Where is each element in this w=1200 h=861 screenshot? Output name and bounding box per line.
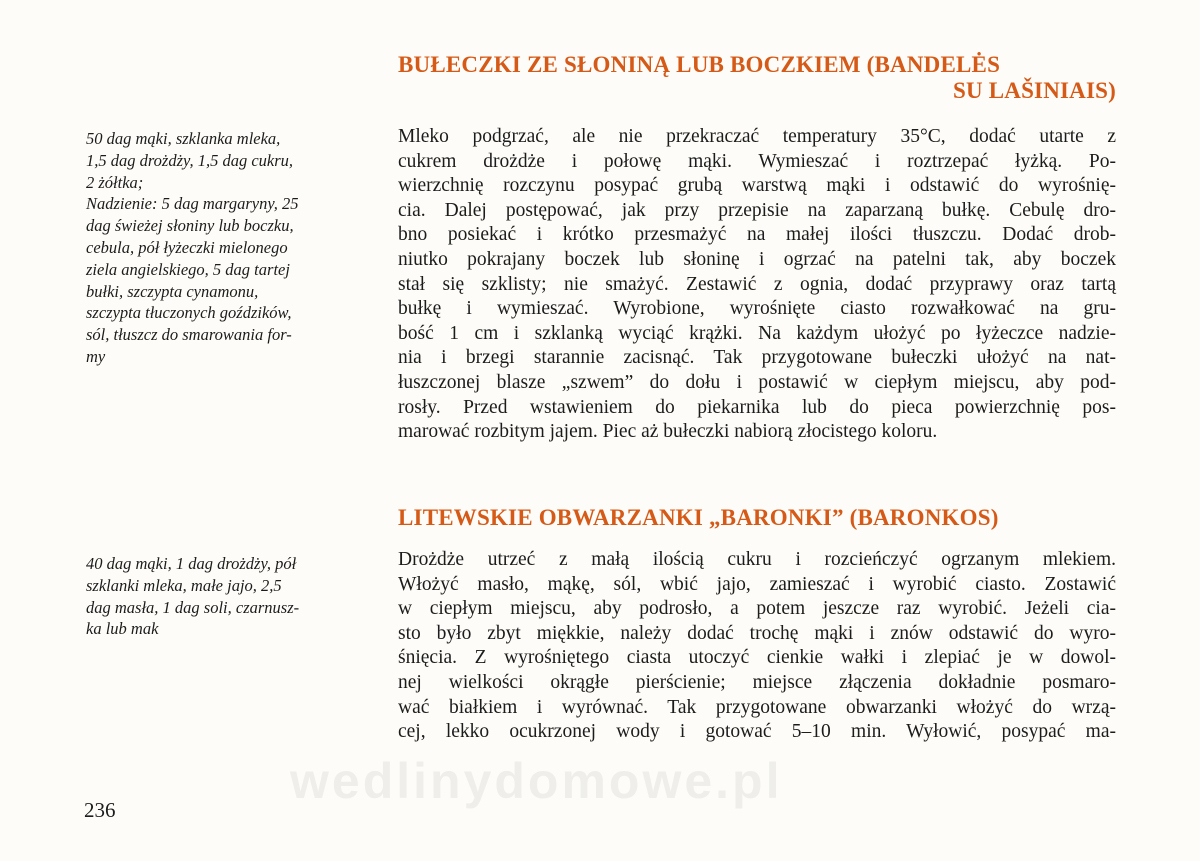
watermark: wedlinydomowe.pl — [290, 753, 783, 809]
ingredients-line: ziela angielskiego, 5 dag tartej — [86, 259, 290, 279]
method-line: Mleko podgrzać, ale nie przekraczać temperatury 35°C, dodać utarte z — [398, 126, 1116, 147]
method-line: bno posiekać i krótko przesmażyć na małej ilości tłuszczu. Dodać drob- — [398, 224, 1116, 246]
recipe-title-obwarzanki — [398, 505, 1116, 531]
title-line: LITEWSKIE OBWARZANKI „BARONKI” (BARONKOS) — [398, 505, 999, 530]
method-line: łuszczonej blasze „szwem” do dołu i postawić w ciepłym miejscu, aby pod- — [398, 371, 1116, 393]
method-line: cej, lekko ocukrzonej wody i gotować 5–10 min. Wyłowić, posypać ma- — [398, 721, 1116, 743]
ingredients-line: Nadzienie: 5 dag margaryny, 25 — [86, 194, 299, 214]
method-line: bość 1 cm i szklanką wyciąć krążki. Na każdym ułożyć po łyżeczce nadzie- — [398, 322, 1116, 344]
recipe-title-bulki — [398, 52, 1116, 104]
ingredients-line: ka lub mak — [86, 619, 159, 639]
method-text-obwarzanki — [398, 548, 1116, 745]
method-line: cukrem drożdże i połowę mąki. Wymieszać i roztrzepać łyżką. Po- — [398, 150, 1116, 172]
method-text-bulki — [398, 125, 1116, 445]
ingredients-line: bułki, szczypta cynamonu, — [86, 281, 259, 301]
method-line: wać białkiem i wyrównać. Tak przygotowane obwarzanki włożyć do wrzą- — [398, 696, 1116, 718]
ingredients-line: 2 żółtka; — [86, 172, 144, 192]
method-line: bułkę i wymieszać. Wyrobione, wyrośnięte ciasto rozwałkować na gru- — [398, 298, 1116, 320]
ingredients-line: 40 dag mąki, 1 dag drożdży, pół — [86, 554, 297, 573]
method-line: rosły. Przed wstawieniem do piekarnika lub do pieca powierzchnię pos- — [398, 396, 1116, 418]
method-line: cia. Dalej postępować, jak przy przepisie na zaparzaną bułkę. Cebulę dro- — [398, 199, 1116, 221]
ingredients-line: dag masła, 1 dag soli, czarnusz- — [86, 597, 300, 617]
title-line: BUŁECZKI ZE SŁONINĄ LUB BOCZKIEM (BANDELĖS — [398, 52, 1001, 77]
method-line: nia i brzegi starannie zacisnąć. Tak przygotowane bułeczki ułożyć na nat- — [398, 347, 1116, 369]
ingredients-line: 1,5 dag drożdży, 1,5 dag cukru, — [86, 150, 294, 170]
ingredients-list-bulki — [86, 128, 362, 368]
ingredients-line: dag świeżej słoniny lub boczku, — [86, 216, 294, 236]
method-line: stał się szklisty; nie smażyć. Zestawić z ognia, dodać przyprawy oraz tartą — [398, 273, 1116, 295]
ingredients-line: 50 dag mąki, szklanka mleka, — [86, 129, 281, 148]
method-line: nej wielkości okrągłe pierścienie; miejsce złączenia dokładnie posmaro- — [398, 671, 1116, 693]
ingredients-line: my — [86, 346, 106, 366]
ingredients-line: cebula, pół łyżeczki mielonego — [86, 237, 288, 257]
method-line: Drożdże utrzeć z małą ilością cukru i rozcieńczyć ogrzanym mlekiem. — [398, 549, 1116, 570]
title-line: SU LAŠINIAIS) — [952, 78, 1116, 103]
method-line: sto było zbyt miękkie, należy dodać trochę mąki i znów odstawić do wyro- — [398, 622, 1116, 644]
page-number: 236 — [84, 798, 116, 822]
method-line: śnięcia. Z wyrośniętego ciasta utoczyć cienkie wałki i zlepiać je w dowol- — [398, 647, 1116, 669]
ingredients-line: sól, tłuszcz do smarowania for- — [86, 325, 292, 345]
method-line: Włożyć masło, mąkę, sól, wbić jajo, zamieszać i wyrobić ciasto. Zostawić — [398, 573, 1116, 595]
ingredients-line: szklanki mleka, małe jajo, 2,5 — [86, 575, 282, 595]
ingredients-line: szczypta tłuczonych goździków, — [86, 303, 292, 323]
method-line: wierzchnię rozczynu posypać grubą warstwą mąki i odstawić do wyrośnię- — [398, 175, 1116, 197]
method-line: marować rozbitym jajem. Piec aż bułeczki nabiorą złocistego koloru. — [398, 421, 938, 443]
method-line: w ciepłym miejscu, aby podrosło, a potem jeszcze raz wyrobić. Jeżeli cia- — [398, 598, 1116, 620]
ingredients-list-obwarzanki — [86, 553, 362, 640]
method-line: niutko pokrajany boczek lub słoninę i ogrzać na patelni tak, aby boczek — [398, 248, 1116, 270]
